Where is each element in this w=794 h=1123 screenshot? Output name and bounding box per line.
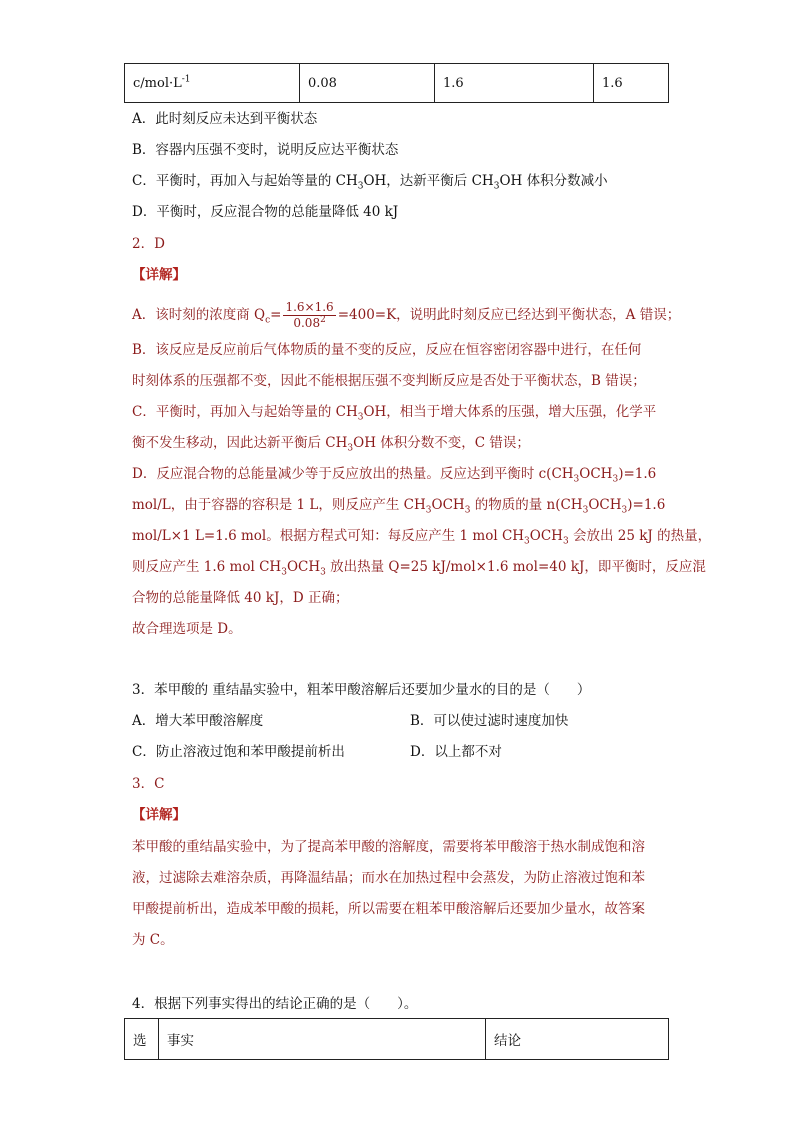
- q4-table: [124, 1018, 669, 1060]
- q3-detail-4: 为 C。: [132, 932, 174, 948]
- table-cell: 1.6: [594, 64, 669, 103]
- q2-detail-d5: 合物的总能量降低 40 kJ，D 正确；: [132, 590, 349, 606]
- q3-detail-1: 苯甲酸的重结晶实验中，为了提高苯甲酸的溶解度，需要将苯甲酸溶于热水制成饱和溶: [132, 839, 645, 855]
- table-header-cell: 选: [125, 1019, 159, 1060]
- q3-detail-3: 甲酸提前析出，造成苯甲酸的损耗，所以需要在粗苯甲酸溶解后还要加少量水，故答案: [132, 901, 645, 917]
- q2-detail-c1: C．平衡时，再加入与起始等量的 $CH_3OH$，相当于增大体系的压强，增大压强，化学平: [132, 404, 657, 423]
- q2-detail-d2: mol/L，由于容器的容积是 1 L，则反应产生 $CH_3OCH_3$ 的物质的量 $n(CH_3OCH_3)=1.6$: [132, 497, 666, 516]
- q3-option-a: A．增大苯甲酸溶解度: [132, 713, 264, 729]
- q2-detail-d3: mol/L×1 L=1.6 mol。根据方程式可知：每反应产生 1 mol $CH_3OCH_3$ 会放出 25 kJ 的热量，: [132, 528, 712, 547]
- q3-detail-2: 液，过滤除去难溶杂质，再降温结晶；而水在加热过程中会蒸发，为防止溶液过饱和苯: [132, 870, 645, 886]
- q2-option-a: A．此时刻反应未达到平衡状态: [132, 111, 318, 127]
- q2-detail-c2: 衡不发生移动，因此达新平衡后 $CH_3OH$ 体积分数不变，C 错误；: [132, 435, 530, 454]
- q2-option-d: D．平衡时，反应混合物的总能量降低 40 kJ: [132, 204, 399, 220]
- table-cell: 1.6: [435, 64, 594, 103]
- table-header-cell: 事实: [159, 1019, 486, 1060]
- q2-detail-b2: 时刻体系的压强都不变，因此不能根据压强不变判断反应是否处于平衡状态，B 错误；: [132, 373, 646, 389]
- q2-option-c: C．平衡时，再加入与起始等量的 $CH_3OH$，达新平衡后 $CH_3OH$ 体积分数减小: [132, 173, 608, 192]
- q3-options-row-2: [132, 743, 672, 761]
- q4-stem: 4．根据下列事实得出的结论正确的是（ ）。: [132, 996, 418, 1012]
- detail-label: 【详解】: [132, 267, 186, 283]
- table-cell-label: $c/mol\cdot L^{-1}$: [125, 64, 300, 103]
- table-header-cell: 结论: [486, 1019, 669, 1060]
- detail-label: 【详解】: [132, 807, 186, 823]
- table-row: [125, 1019, 669, 1060]
- fraction: $\frac{1.6\times 1.6}{0.08^2}$: [285, 300, 334, 330]
- concentration-table: [124, 63, 669, 103]
- q3-option-d: D．以上都不对: [410, 744, 502, 760]
- table-cell: 0.08: [300, 64, 435, 103]
- q2-detail-d1: D．反应混合物的总能量减少等于反应放出的热量。反应达到平衡时 $c(CH_3OCH_3)=1.6$: [132, 466, 657, 485]
- q2-detail-d4: 则反应产生 1.6 mol $CH_3OCH_3$ 放出热量 Q=25 kJ/mol×1.6 mol=40 kJ，即平衡时，反应混: [132, 559, 706, 578]
- q3-answer: 3．C: [132, 776, 165, 792]
- q3-options-row-1: [132, 712, 672, 730]
- q2-option-b: B．容器内压强不变时，说明反应达平衡状态: [132, 142, 399, 158]
- q2-answer: 2．D: [132, 236, 165, 252]
- q3-option-c: C．防止溶液过饱和苯甲酸提前析出: [132, 744, 345, 760]
- q2-detail-a: A．该时刻的浓度商 $Q_c=$ $\frac{1.6\times 1.6}{0.08^2}$ =400=K，说明此时刻反应已经达到平衡状态，A 错误；: [132, 300, 681, 330]
- q2-detail-b1: B．该反应是反应前后气体物质的量不变的反应，反应在恒容密闭容器中进行，在任何: [132, 342, 642, 358]
- q3-stem: 3．苯甲酸的 重结晶实验中，粗苯甲酸溶解后还要加少量水的目的是（ ）: [132, 682, 591, 698]
- q3-option-b: B．可以使过滤时速度加快: [410, 713, 569, 729]
- q2-conclusion: 故合理选项是 D。: [132, 621, 242, 637]
- table-row: [125, 64, 669, 103]
